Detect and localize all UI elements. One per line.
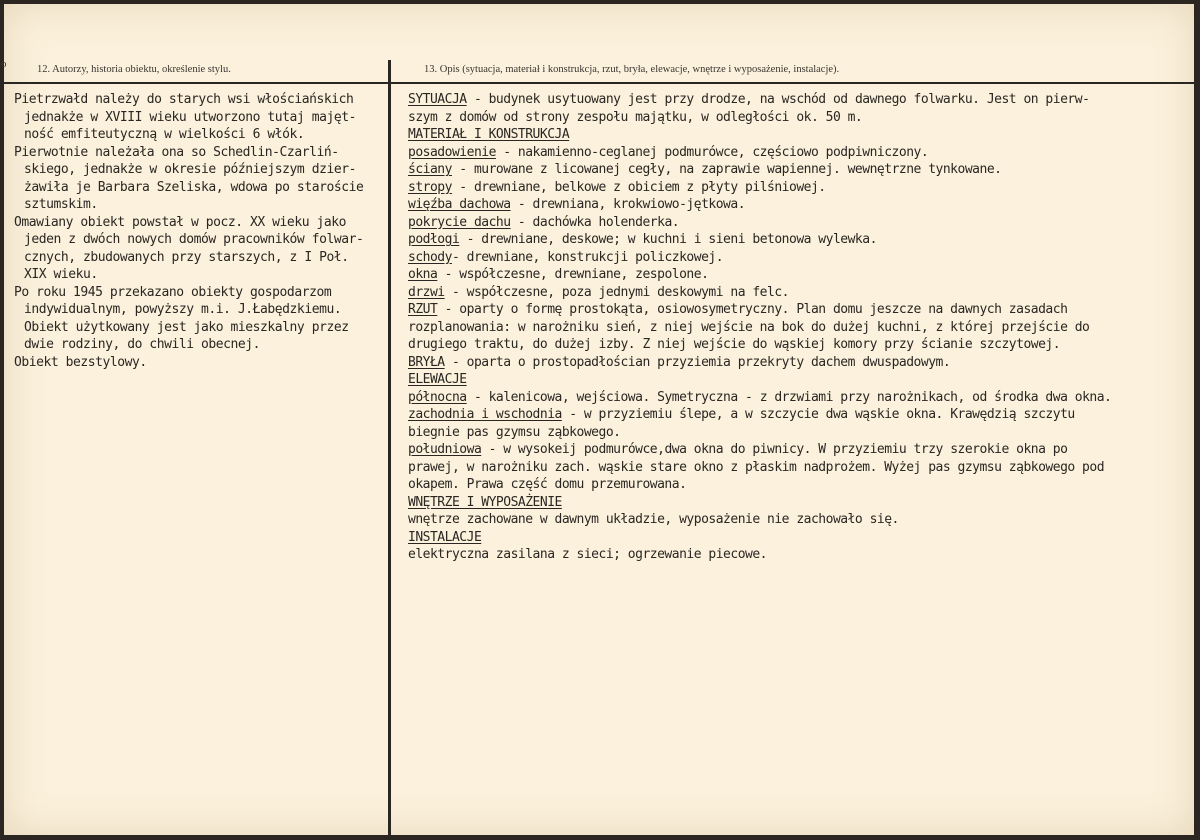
section-label: SYTUACJA bbox=[408, 92, 467, 107]
section-label: INSTALACJE bbox=[408, 529, 482, 545]
description-line bbox=[408, 546, 1190, 564]
history-line: Po roku 1945 przekazano obiekty gospodarzom bbox=[14, 284, 332, 300]
section-label: południowa bbox=[408, 442, 482, 457]
description-line bbox=[408, 424, 1190, 442]
section-label: okna bbox=[408, 267, 438, 282]
history-line: jeden z dwóch nowych domów pracowników folwar- bbox=[24, 232, 364, 247]
section-text: - murowane z licowanej cegły, na zaprawie wapiennej. wewnętrzne tynkowane. bbox=[451, 162, 1002, 177]
description-line bbox=[408, 476, 1190, 494]
section-label: zachodnia i wschodnia bbox=[408, 407, 562, 422]
section-text: - budynek usytuowany jest przy drodze, na wschód od dawnego folwarku. Jest on pierw- bbox=[466, 92, 1090, 107]
section-text: - drewniane, belkowe z obiciem z płyty pilśniowej. bbox=[451, 179, 826, 195]
description-line bbox=[408, 529, 1190, 547]
record-card bbox=[1, 4, 1194, 835]
description-line bbox=[408, 214, 1190, 232]
description-line bbox=[408, 249, 1190, 267]
section-text: - współczesne, drewniane, zespolone. bbox=[437, 267, 709, 282]
section-label: więźba dachowa bbox=[408, 197, 511, 212]
right-column-header: 13. Opis (sytuacja, materiał i konstrukcja, rzut, bryła, elewacje, wnętrze i wyposażenie, instalacje). bbox=[424, 64, 840, 75]
section-label: pokrycie dachu bbox=[408, 214, 511, 230]
description-line bbox=[408, 371, 1190, 389]
section-label: ELEWACJE bbox=[408, 372, 467, 387]
section-label: ściany bbox=[408, 162, 452, 177]
description-line bbox=[408, 336, 1190, 354]
section-text: - oparty o formę prostokąta, osiowosymetryczny. Plan domu jeszcze na dawnych zasadach bbox=[437, 302, 1068, 317]
history-line: XIX wieku. bbox=[24, 267, 98, 282]
description-line bbox=[408, 511, 1190, 529]
section-text: elektryczna zasilana z sieci; ogrzewanie piecowe. bbox=[408, 547, 768, 562]
description-line bbox=[408, 196, 1190, 214]
section-text: - w wysokeij podmurówce,dwa okna do piwnicy. W przyziemiu trzy szerokie okna po bbox=[481, 442, 1068, 457]
section-label: posadowienie bbox=[408, 144, 496, 160]
description-line bbox=[408, 161, 1190, 179]
description-line bbox=[408, 266, 1190, 284]
section-label: RZUT bbox=[408, 302, 438, 317]
description-line bbox=[408, 109, 1190, 127]
history-line: Omawiany obiekt powstał w pocz. XX wieku jako bbox=[14, 214, 346, 230]
description-line bbox=[408, 389, 1190, 407]
description-line bbox=[408, 319, 1190, 337]
section-label: WNĘTRZE I WYPOSAŻENIE bbox=[408, 494, 562, 510]
description-line bbox=[408, 91, 1190, 109]
history-line: indywidualnym, powyższy m.i. J.Łabędzkiemu. bbox=[24, 302, 342, 317]
section-text: - oparta o prostopadłościan przyziemia przekryty dachem dwuspadowym. bbox=[444, 354, 951, 370]
description-line bbox=[408, 284, 1190, 302]
history-text bbox=[14, 91, 386, 371]
section-text: okapem. Prawa część domu przemurowana. bbox=[408, 477, 687, 492]
description-line bbox=[408, 144, 1190, 162]
margin-mark: o bbox=[1, 58, 7, 70]
description-line bbox=[408, 301, 1190, 319]
section-label: podłogi bbox=[408, 232, 460, 247]
description-line bbox=[408, 179, 1190, 197]
history-line: żawiła je Barbara Szeliska, wdowa po staroście bbox=[24, 179, 364, 195]
section-text: drugiego traktu, do dużej izby. Z niej wejście do wąskiej komory przy ścianie szczytowej. bbox=[408, 337, 1061, 352]
section-text: - dachówka holenderka. bbox=[510, 214, 680, 230]
history-line: sztumskim. bbox=[24, 197, 98, 212]
section-text: - drewniane, konstrukcji policzkowej. bbox=[451, 249, 724, 265]
history-line: Pierwotnie należała ona so Schedlin-Czarliń- bbox=[14, 144, 339, 160]
section-label: schody bbox=[408, 249, 452, 265]
section-text: wnętrze zachowane w dawnym układzie, wyposażenie nie zachowało się. bbox=[408, 512, 899, 527]
description-line bbox=[408, 406, 1190, 424]
section-label: północna bbox=[408, 389, 467, 405]
history-line: Pietrzwałd należy do starych wsi włościańskich bbox=[14, 92, 354, 107]
section-text: prawej, w narożniku zach. wąskie stare okno z płaskim nadprożem. Wyżej pas gzymsu ząbkowego pod bbox=[408, 459, 1105, 475]
section-text: - drewniane, deskowe; w kuchni i sieni betonowa wylewka. bbox=[459, 232, 877, 247]
description-line bbox=[408, 459, 1190, 477]
section-text: - nakamienno-ceglanej podmurówce, częściowo podpiwniczony. bbox=[495, 144, 929, 160]
section-label: MATERIAŁ I KONSTRUKCJA bbox=[408, 127, 570, 142]
description-line bbox=[408, 441, 1190, 459]
description-line bbox=[408, 494, 1190, 512]
section-text: - współczesne, poza jednymi deskowymi na felc. bbox=[444, 284, 789, 300]
history-line: cznych, zbudowanych przy starszych, z I Poł. bbox=[24, 249, 349, 265]
history-line: Obiekt użytkowany jest jako mieszkalny przez bbox=[24, 319, 349, 335]
history-line: dwie rodziny, do chwili obecnej. bbox=[24, 337, 261, 352]
description-text bbox=[408, 91, 1190, 564]
description-line bbox=[408, 354, 1190, 372]
section-text: - kalenicowa, wejściowa. Symetryczna - z drzwiami przy narożnikach, od środka dwa okna. bbox=[466, 389, 1112, 405]
section-text: - w przyziemiu ślepe, a w szczycie dwa wąskie okna. Krawędzią szczytu bbox=[561, 407, 1075, 422]
description-line bbox=[408, 126, 1190, 144]
section-label: BRYŁA bbox=[408, 354, 445, 370]
header-rule-right bbox=[391, 82, 1194, 84]
header-rule-left bbox=[4, 82, 388, 84]
description-line bbox=[408, 231, 1190, 249]
section-text: szym z domów od strony zespołu majątku, w odległości ok. 50 m. bbox=[408, 109, 863, 125]
history-line: jednakże w XVIII wieku utworzono tutaj majęt- bbox=[24, 109, 356, 125]
section-label: drzwi bbox=[408, 284, 445, 300]
section-text: rozplanowania: w narożniku sień, z niej wejście na bok do dużej kuchni, z której przejście do bbox=[408, 319, 1090, 335]
left-column-header: 12. Autorzy, historia obiektu, określenie stylu. bbox=[37, 64, 231, 75]
history-line: ność emfiteutyczną w wielkości 6 włók. bbox=[24, 127, 305, 142]
section-text: biegnie pas gzymsu ząbkowego. bbox=[408, 424, 621, 440]
history-line: skiego, jednakże w okresie późniejszym dzier- bbox=[24, 162, 356, 177]
section-text: - drewniana, krokwiowo-jętkowa. bbox=[510, 197, 746, 212]
history-line: Obiekt bezstylowy. bbox=[14, 354, 147, 370]
column-divider bbox=[388, 60, 391, 840]
section-label: stropy bbox=[408, 179, 452, 195]
